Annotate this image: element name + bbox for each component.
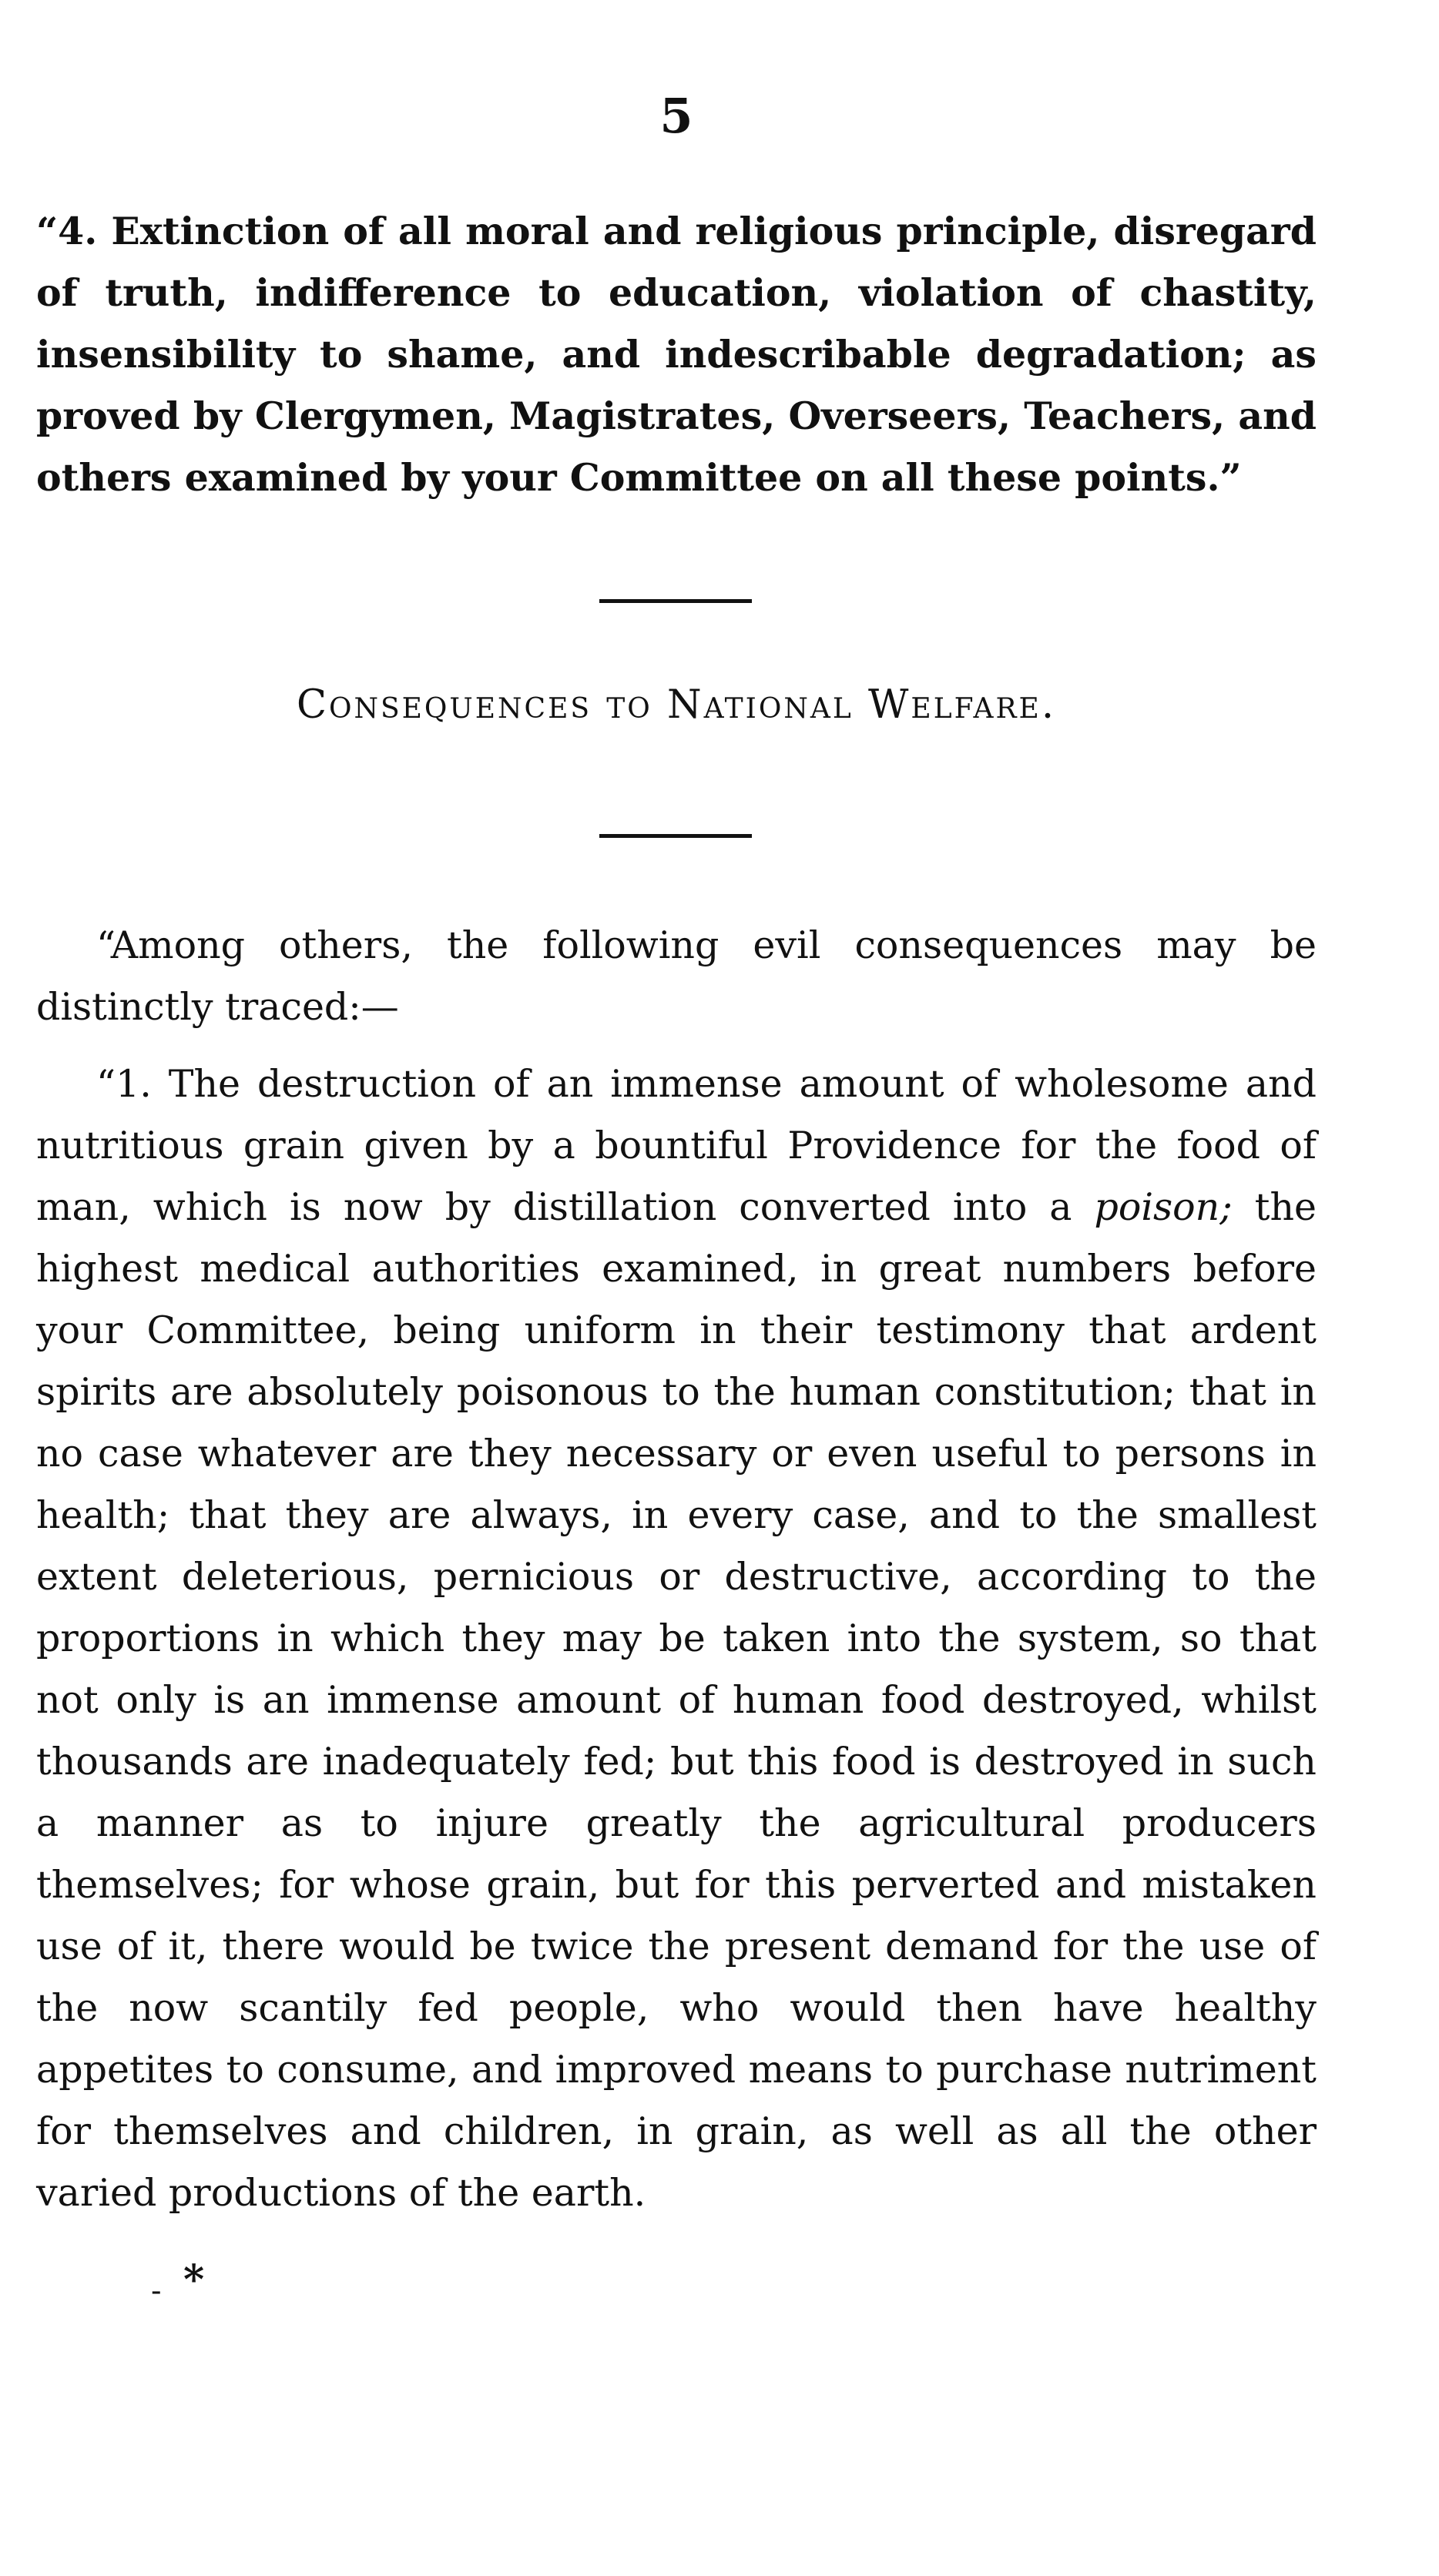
paragraph-destruction-of-grain	[36, 1054, 1317, 2224]
paragraph-evil-consequences-intro: “Among others, the following evil consequences may be distinctly traced:—	[36, 923, 1317, 1029]
section-rule-bottom	[599, 834, 752, 838]
section-rule-top	[599, 599, 752, 603]
footer-dash-mark: -	[151, 2273, 162, 2309]
footer-asterisk: *	[183, 2256, 205, 2303]
paragraph-destruction-rest: the highest medical authorities examined, in great numbers before your Committee, being uniform in their testimony that ardent spirits are absolutely poisonous to the human constitution; that in no case whatever are they necessary or even useful to persons in health; that they are always, in every case, and to the smallest extent deleterious, pernicious or destructive, according to the proportions in which they may be taken into the system, so that not only is an immense amount of human food destroyed, whilst thousands are inadequately fed; but this food is destroyed in such a manner as to injure greatly the agricultural producers themselves; for whose grain, but for this perverted and mistaken use of it, there would be twice the present demand for the use of the now scantily fed people, who would then have healthy appetites to consume, and improved means to purchase nutriment for themselves and children, in grain, as well as all the other varied productions of the earth.	[36, 1185, 1317, 2215]
page-number: 5	[659, 88, 693, 144]
paragraph-emphasis-poison: poison;	[1094, 1185, 1233, 1229]
paragraph-destruction-intro: “1. The destruction of an immense amount of wholesome and nutritious grain given by a bountiful Providence for the food of man, which is now by distillation converted into a	[36, 1062, 1317, 1229]
paragraph-extinction-of-principle: “4. Extinction of all moral and religious principle, disregard of truth, indifference to education, violation of chastity, insensibility to shame, and indescribable degradation; as proved by Clergymen, Magistrates, Overseers, Teachers, and others examined by your Committee on all these points.”	[36, 209, 1317, 500]
section-heading: Consequences to National Welfare.	[296, 682, 1057, 728]
